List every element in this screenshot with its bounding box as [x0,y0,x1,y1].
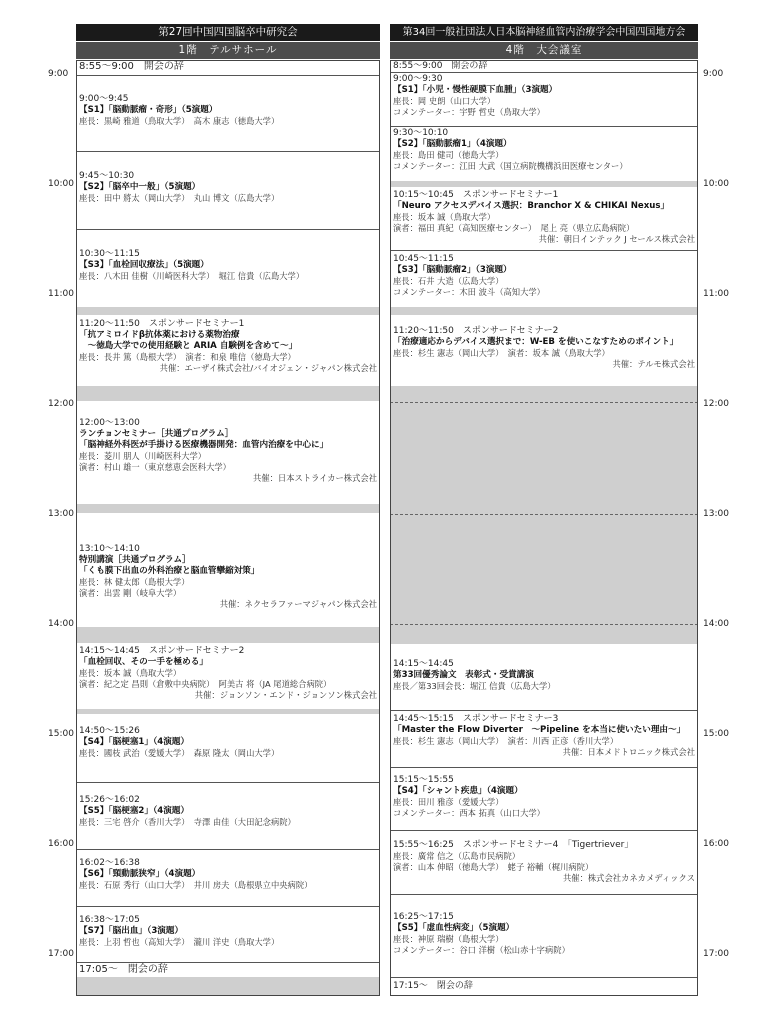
time-label-14: 14:00 [48,619,74,629]
session-chair: 座長：菱川 朋人（川崎医科大学） [79,451,207,461]
session-chair: 座長：林 健太郎（島根大学） [79,577,190,587]
session-speaker: 演者：村山 雄一（東京慈恵会医科大学） [79,462,231,472]
session-commentator: コメンテーター：江田 大武（国立病院機構浜田医療センター） [393,161,628,171]
session-title: 「Neuro アクセスデバイス選択：Branchor X & CHIKAI Nexus」 [393,201,670,211]
session-time: 13:10〜14:10 [79,544,140,554]
session-subtitle: 「くも膜下出血の外科治療と脳血管攣縮対策」 [79,566,260,576]
left-program-column [76,24,380,996]
time-label-12: 12:00 [48,399,74,409]
session-title: 「血栓回収、その一手を極める」 [79,657,208,667]
session-title: 「抗アミロイドβ抗体薬における薬物治療 [79,330,240,340]
session-sponsor: 共催：ネクセラファーマジャパン株式会社 [219,599,377,609]
session-time: 14:15〜14:45 [393,659,454,669]
session-chair: 座長：上羽 哲也（高知大学） 瀧川 洋史（鳥取大学） [79,937,280,947]
session-time: 9:30〜10:10 [393,128,449,138]
session-time: 16:02〜16:38 [79,858,140,868]
session-time: 14:45〜15:15 スポンサードセミナー3 [393,714,559,724]
session-sponsor: 共催：株式会社カネカメディックス [562,873,695,883]
time-label-9: 9:00 [48,69,69,79]
time-label-11-right: 11:00 [703,289,729,299]
session-title: 【S2】「脳卒中一般」（5演題） [79,182,201,192]
session-title: 【S7】「脳出血」（3演題） [79,926,184,936]
time-label-15-right: 15:00 [703,729,729,739]
session-chair: 座長：黒崎 雅道（鳥取大学） 高木 康志（徳島大学） [79,116,280,126]
right-venue-title: 4階 大会議室 [390,42,698,59]
session-time: 8:55〜9:00 開会の辞 [393,61,488,71]
session-title: 【S5】「虚血性病変」（5演題） [393,923,515,933]
time-label-13: 13:00 [48,509,74,519]
session-time: 10:30〜11:15 [79,249,140,259]
time-label-13-right: 13:00 [703,509,729,519]
session-chair: 座長：杉生 憲志（岡山大学） 演者：坂本 誠（鳥取大学） [393,348,610,358]
session-speaker: 演者：福田 真紀（高知医療センター） 尾上 亮（県立広島病院） [393,223,635,233]
session-time: 15:26〜16:02 [79,795,140,805]
session-title: 【S4】「脳梗塞1」（4演題） [79,737,190,747]
session-time: 9:45〜10:30 [79,171,135,181]
session-title: 「Master the Flow Diverter 〜Pipeline を本当に使いたい理由〜」 [393,725,686,735]
session-time: 10:15〜10:45 スポンサードセミナー1 [393,190,559,200]
time-label-10-right: 10:00 [703,179,729,189]
session-sponsor: 共催：日本メドトロニック株式会社 [562,747,695,757]
session-chair: 座長：坂本 誠（鳥取大学） [79,668,182,678]
session-commentator: コメンテーター：宇野 哲史（鳥取大学） [393,107,545,117]
session-subtitle: 「脳神経外科医が手掛ける医療機器開発：血管内治療を中心に」 [79,440,329,450]
time-label-17: 17:00 [48,949,74,959]
session-commentator: コメンテーター：西本 拓真（山口大学） [393,808,545,818]
session-time: 14:50〜15:26 [79,726,140,736]
session-time: 10:45〜11:15 [393,254,454,264]
session-title: 【S1】「小児・慢性硬膜下血腫」（3演題） [393,85,558,95]
time-label-14-right: 14:00 [703,619,729,629]
session-chair: 座長：國枝 武治（愛媛大学） 森原 隆太（岡山大学） [79,748,280,758]
time-label-16: 16:00 [48,839,74,849]
session-title: 【S5】「脳梗塞2」（4演題） [79,806,190,816]
left-conference-title: 第27回中国四国脳卒中研究会 [76,24,380,41]
session-time: 16:25〜17:15 [393,912,454,922]
session-time: 9:00〜9:30 [393,74,443,84]
session-chair: 座長：神原 瑞樹（島根大学） [393,934,504,944]
session-commentator: コメンテーター：谷口 洋樹（松山赤十字病院） [393,945,570,955]
session-sponsor: 共催：日本ストライカー株式会社 [253,473,377,483]
session-chair: 座長：岡 史朗（山口大学） [393,96,496,106]
right-frame [390,60,698,996]
session-chair: 座長：三宅 啓介（香川大学） 寺澤 由佳（大田記念病院） [79,817,296,827]
session-chair: 座長：石原 秀行（山口大学） 井川 房夫（島根県立中央病院） [79,880,313,890]
session-subtitle: 〜徳島大学での使用経験と ARIA 自験例を含めて〜」 [79,341,298,351]
session-chair: 座長：杉生 憲志（岡山大学） 演者：川西 正彦（香川大学） [393,736,619,746]
session-time: 14:15〜14:45 スポンサードセミナー2 [79,646,245,656]
session-speaker: 演者：山本 伸昭（徳島大学） 蛯子 裕輔（梶川病院） [393,862,594,872]
time-label-12-right: 12:00 [703,399,729,409]
session-title: 【S3】「血栓回収療法」（5演題） [79,260,209,270]
session-title: 【S4】「シャント疾患」（4演題） [393,786,523,796]
session-title: ランチョンセミナー［共通プログラム］ [79,429,234,439]
session-time: 12:00〜13:00 [79,418,140,428]
session-chair: 座長：八木田 佳樹（川崎医科大学） 堀江 信貴（広島大学） [79,271,305,281]
session-time: 17:15〜 閉会の辞 [393,981,473,991]
session-sponsor: 共催：ジョンソン・エンド・ジョンソン株式会社 [194,690,377,700]
time-label-17-right: 17:00 [703,949,729,959]
session-sponsor: 共催：朝日インテック J セールス株式会社 [538,234,695,244]
session-title: 【S1】「脳動脈瘤・奇形」（5演題） [79,105,218,115]
session-chair: 座長：坂本 誠（鳥取大学） [393,212,496,222]
session-time: 11:20〜11:50 スポンサードセミナー1 [79,319,245,329]
session-commentator: コメンテーター：木田 波斗（高知大学） [393,287,545,297]
session-time: 8:55〜9:00 開会の辞 [79,61,184,72]
right-program-column [390,24,698,996]
session-chair: 座長／第33回会長：堀江 信貴（広島大学） [393,681,556,691]
left-frame [76,60,380,996]
time-label-11: 11:00 [48,289,74,299]
session-chair: 座長：田中 將太（岡山大学） 丸山 博文（広島大学） [79,193,280,203]
session-speaker: 演者：紀之定 昌則（倉敷中央病院） 阿美古 将（JA 尾道総合病院） [79,679,332,689]
session-time: 16:38〜17:05 [79,915,140,925]
session-chair: 座長：廣常 信之（広島市民病院） [393,851,521,861]
session-chair: 座長：田川 雅彦（愛媛大学） [393,797,504,807]
session-title: 「治療適応からデバイス選択まで：W-EB を使いこなすためのポイント」 [393,337,679,347]
time-label-15: 15:00 [48,729,74,739]
session-speaker: 演者：出雲 剛（岐阜大学） [79,588,182,598]
time-label-10: 10:00 [48,179,74,189]
session-chair: 座長：石井 大造（広島大学） [393,276,504,286]
left-venue-title: 1階 テルサホール [76,42,380,59]
session-time: 17:05〜 閉会の辞 [79,964,168,975]
session-time: 15:15〜15:55 [393,775,454,785]
session-title: 第33回優秀論文 表彰式・受賞講演 [393,670,534,680]
session-title: 【S2】「脳動脈瘤1」（4演題） [393,139,512,149]
session-time: 9:00〜9:45 [79,94,129,104]
session-title: 特別講演［共通プログラム］ [79,555,191,565]
session-title: 【S3】「脳動脈瘤2」（3演題） [393,265,512,275]
session-sponsor: 共催：テルモ株式会社 [612,359,695,369]
session-chair: 座長：長井 篤（島根大学） 演者：和泉 唯信（徳島大学） [79,352,296,362]
right-conference-title: 第34回一般社団法人日本脳神経血管内治療学会中国四国地方会 [390,24,698,41]
time-label-16-right: 16:00 [703,839,729,849]
session-time: 11:20〜11:50 スポンサードセミナー2 [393,326,559,336]
session-chair: 座長：島田 健司（徳島大学） [393,150,504,160]
session-time: 15:55〜16:25 スポンサードセミナー4 「Tigertriever」 [393,840,634,850]
time-label-9-right: 9:00 [703,69,724,79]
session-title: 【S6】「頸動脈狭窄」（4演題） [79,869,201,879]
session-sponsor: 共催：エーザイ株式会社/バイオジェン・ジャパン株式会社 [159,363,377,373]
